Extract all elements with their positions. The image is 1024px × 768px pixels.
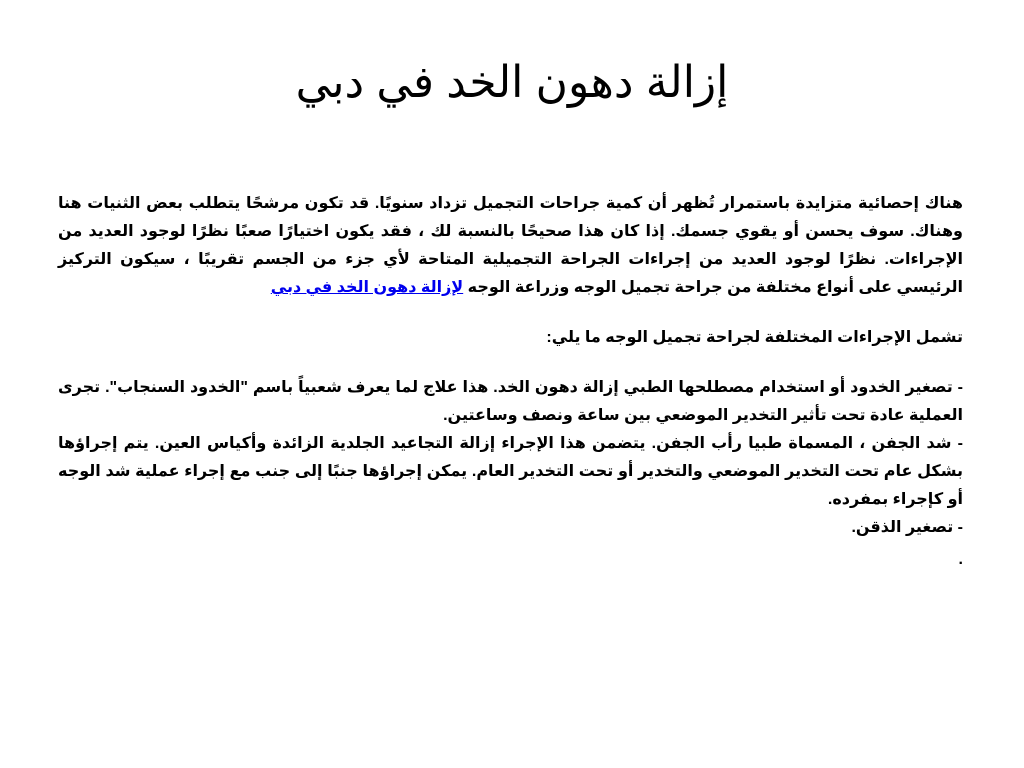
list-item-eyelid-lift: - شد الجفن ، المسماة طبيا رأب الجفن. يتضمن هذا الإجراء إزالة التجاعيد الجلدية الزائدة وأكياس العين. يتم إجراؤها بشكل عام تحت التخدير الموضعي والتخدير أو تحت التخدير العام. يمكن إجراؤها جنبًا إلى جنب مع إجراء عملية شد الوجه أو كإجراء بمفرده. bbox=[58, 435, 964, 508]
slide-body bbox=[58, 190, 963, 574]
slide-title: إزالة دهون الخد في دبي bbox=[295, 58, 729, 107]
intro-paragraph bbox=[58, 190, 963, 302]
trailing-dot: . bbox=[958, 551, 963, 568]
intro-text: هناك إحصائية متزايدة باستمرار تُظهر أن كمية جراحات التجميل تزداد سنويًا. قد تكون مرشحًا يتطلب بعض الثنيات هنا وهناك. سوف يحسن أو يقوي جسمك. إذا كان هذا صحيحًا بالنسبة لك ، فقد يكون اختيارًا صعبًا نظرًا لوجود العديد من الإجراءات. نظرًا لوجود العديد من إجراءات الجراحة التجميلية المتاحة لأي جزء من الجسم تقريبًا ، سيكون التركيز الرئيسي على أنواع مختلفة من جراحة تجميل الوجه وزراعة الوجه bbox=[58, 195, 964, 296]
list-item-chin-reduction: - تصغير الذقن. bbox=[851, 519, 963, 536]
list-item-cheek-reduction: - تصغير الخدود أو استخدام مصطلحها الطبي إزالة دهون الخد. هذا علاج لما يعرف شعبياً باسم "الخدود السنجاب". تجرى العملية عادة تحت تأثير التخدير الموضعي بين ساعة ونصف وساعتين. bbox=[58, 379, 964, 424]
cheek-fat-removal-link[interactable]: لإزالة دهون الخد في دبي bbox=[270, 279, 464, 296]
procedures-lead: تشمل الإجراءات المختلفة لجراحة تجميل الوجه ما يلي: bbox=[546, 329, 963, 346]
